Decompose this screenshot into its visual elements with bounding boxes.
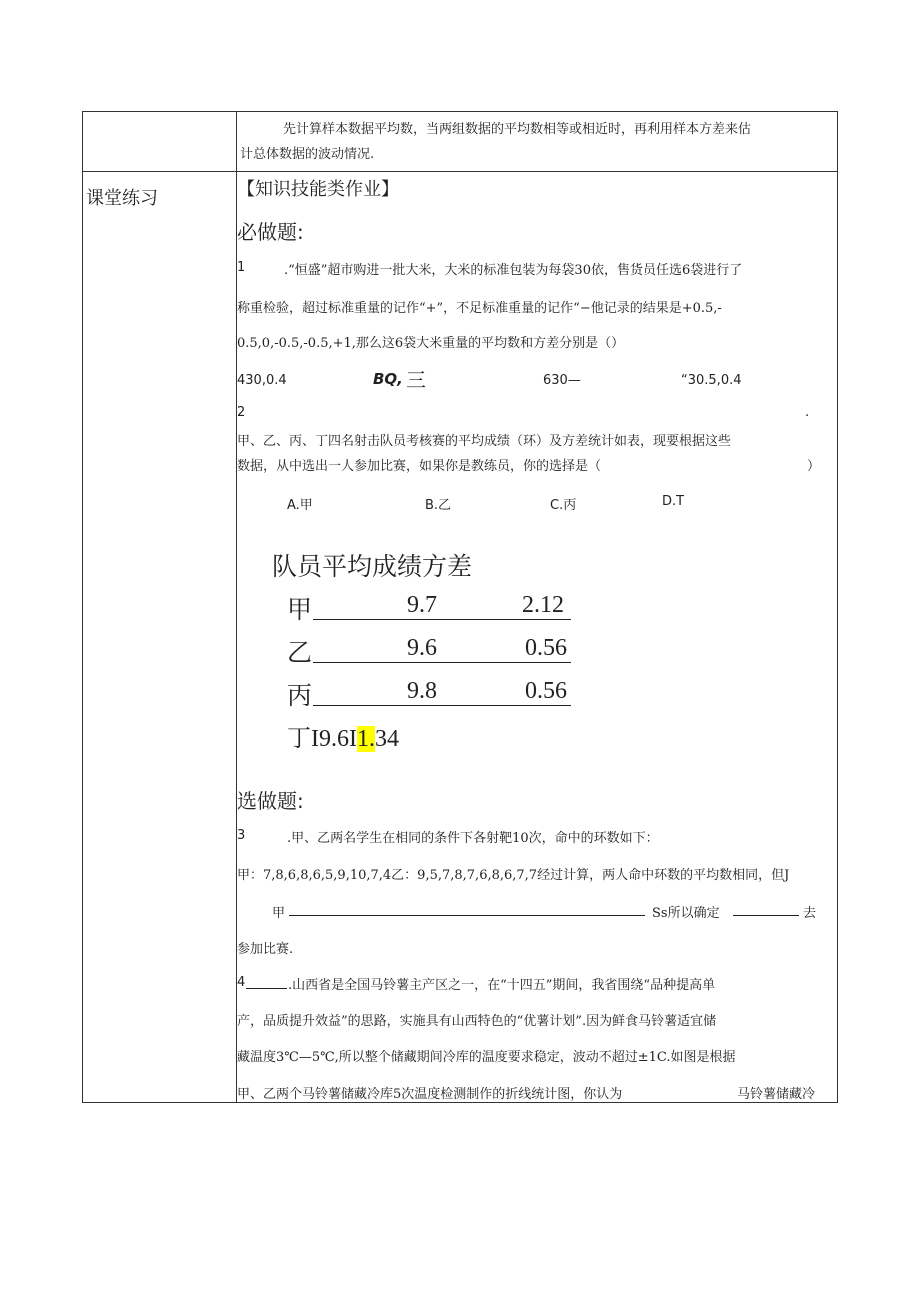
score-row-underline (313, 662, 571, 663)
score-table-header: 队员平均成绩方差 (272, 552, 473, 581)
q4-line4-tail: 马铃薯储藏冷 (737, 1087, 816, 1102)
row-divider (83, 171, 837, 172)
score-row-underline (313, 619, 571, 620)
score-row-avg: 9.7 (407, 592, 437, 618)
q3-line1: .甲、乙两名学生在相同的条件下各射靶10次，命中的环数如下： (287, 831, 659, 846)
q3-line3-pre: 甲 (272, 906, 286, 921)
row1-line2: 计总体数据的波动情况. (240, 147, 375, 162)
q4-line2: 产，品质提升效益”的思路，实施具有山西特色的“优薯计划”.因为鲜食马铃薯适宜储 (237, 1014, 717, 1029)
q1-line3: 0.5,0,-0.5,-0.5,+1,那么这6袋大米重量的平均数和方差分别是（） (237, 336, 625, 351)
section-heading: 【知识技能类作业】 (237, 179, 399, 200)
q2-number: 2 (237, 405, 246, 420)
score-last-row (287, 718, 399, 753)
q4-number-blank (246, 988, 287, 989)
score-row-var: 2.12 (522, 592, 564, 618)
q3-line3-post: 去 (803, 906, 817, 921)
q1-option-b-tail: 三 (406, 368, 426, 392)
q4-line3: 藏温度3℃—5℃,所以整个储藏期间冷库的温度要求稳定，波动不超过±1C.如图是根据 (237, 1050, 736, 1065)
q2-choice-a: A.甲 (287, 498, 313, 513)
q4-number: 4 (237, 975, 246, 990)
score-row-name: 丙 (287, 681, 313, 710)
q1-option-a: 430,0.4 (237, 373, 287, 388)
score-last-row-pre: 丁I9.6I (287, 726, 357, 752)
q3-choice-blank (733, 915, 799, 916)
row-label: 课堂练习 (86, 188, 158, 209)
q4-line1: .山西省是全国马铃薯主产区之一，在“十四五”期间，我省围绕“品种提高单 (288, 978, 716, 993)
q2-choice-b: B.乙 (425, 498, 452, 513)
row1-line1: 先计算样本数据平均数，当两组数据的平均数相等或相近时，再利用样本方差来估 (283, 122, 752, 137)
score-row-name: 乙 (287, 638, 313, 667)
highlighted-digit: 1. (356, 726, 375, 752)
q3-line4: 参加比赛. (237, 942, 294, 957)
q3-line3-mid: Ss所以确定 (652, 906, 720, 921)
q1-line2: 称重检验，超过标准重量的记作“+”，不足标准重量的记作“−他记录的结果是+0.5,- (237, 301, 722, 316)
q1-option-d: “30.5,0.4 (681, 373, 742, 388)
score-row-var: 0.56 (525, 635, 567, 661)
q1-option-c: 630— (543, 373, 581, 388)
q2-line2: 数据，从中选出一人参加比赛，如果你是教练员，你的选择是（ (237, 459, 602, 474)
q3-answer-blank (289, 915, 645, 916)
q2-line2-close: ） (807, 459, 821, 474)
q1-option-b: BQ, (373, 370, 403, 388)
q3-line2: 甲：7,8,6,8,6,5,9,10,7,4乙：9,5,7,8,7,6,8,6,7,7经过计算，两人命中环数的平均数相同，但J (237, 868, 790, 883)
q4-line4: 甲、乙两个马铃薯储藏冷库5次温度检测制作的折线统计图，你认为 (237, 1087, 623, 1102)
score-row-var: 0.56 (525, 678, 567, 704)
q1-line1: .“恒盛”超市购进一批大米，大米的标准包装为每袋30依，售货员任选6袋进行了 (284, 263, 743, 278)
score-row-name: 甲 (287, 595, 313, 624)
optional-heading: 选做题: (237, 789, 304, 813)
score-row-avg: 9.8 (407, 678, 437, 704)
q2-dot: . (805, 405, 810, 420)
score-row-underline (313, 705, 571, 706)
q3-number: 3 (237, 828, 246, 843)
q2-choice-c: C.丙 (550, 498, 577, 513)
score-row-avg: 9.6 (407, 635, 437, 661)
q2-line1: 甲、乙、丙、丁四名射击队员考核赛的平均成绩（环）及方差统计如表，现要根据这些 (237, 434, 732, 449)
score-last-row-post: 34 (374, 726, 399, 752)
q1-number: 1 (237, 260, 246, 275)
required-heading: 必做题: (237, 220, 304, 244)
q2-choice-d: D.T (662, 494, 685, 509)
